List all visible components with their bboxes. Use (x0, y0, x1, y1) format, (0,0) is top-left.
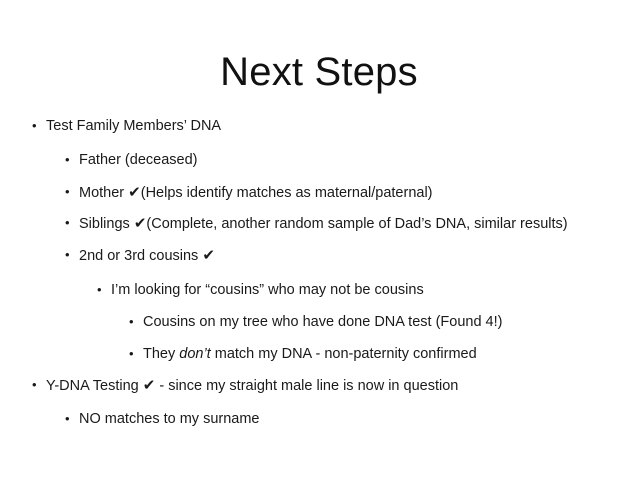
checkmark-icon: ✔ (128, 183, 141, 201)
item-text-pre: 2nd or 3rd cousins (79, 248, 203, 264)
item-text: Test Family Members’ DNA (46, 118, 222, 134)
checkmark-icon: ✔ (133, 214, 147, 232)
bullet-item-no-matches (65, 410, 260, 428)
bullet-icon: • (65, 411, 70, 426)
bullet-icon: • (65, 184, 70, 199)
bullet-icon: • (32, 377, 37, 392)
item-text-pre: They (143, 346, 180, 362)
bullet-item-ydna-testing (32, 376, 459, 395)
bullet-item-looking-for-cousins (97, 281, 424, 299)
item-text: Father (deceased) (79, 152, 198, 168)
item-text-emphasis: don’t (179, 346, 211, 362)
bullet-icon: • (32, 118, 37, 133)
bullet-item-mother (65, 183, 433, 202)
bullet-icon: • (97, 282, 102, 297)
item-text-post: (Helps identify matches as maternal/paternal) (140, 185, 433, 201)
item-text-post: (Complete, another random sample of Dad’s DNA, similar results) (146, 216, 568, 232)
bullet-icon: • (65, 247, 70, 262)
item-text-pre: Siblings (79, 216, 134, 232)
item-text: Cousins on my tree who have done DNA test (Found 4!) (143, 314, 503, 330)
item-text-pre: Mother (79, 185, 129, 201)
bullet-icon: • (129, 314, 134, 329)
bullet-item-dont-match (129, 345, 477, 363)
item-text: I’m looking for “cousins” who may not be cousins (111, 282, 424, 298)
item-text-post: - since my straight male line is now in question (155, 378, 459, 394)
bullet-item-father (65, 151, 198, 169)
bullet-item-siblings (65, 214, 568, 233)
bullet-icon: • (65, 152, 70, 167)
item-text-post: match my DNA - non-paternity confirmed (210, 346, 477, 362)
item-text-pre: Y-DNA Testing (46, 378, 143, 394)
item-text: NO matches to my surname (79, 411, 260, 427)
bullet-item-test-family-dna (32, 117, 222, 135)
bullet-item-cousins (65, 246, 215, 265)
checkmark-icon: ✔ (202, 246, 215, 264)
bullet-icon: • (129, 346, 134, 361)
bullet-item-cousins-on-tree (129, 313, 503, 331)
checkmark-icon: ✔ (142, 376, 156, 394)
bullet-icon: • (65, 215, 70, 230)
slide-title: Next Steps (220, 50, 418, 94)
